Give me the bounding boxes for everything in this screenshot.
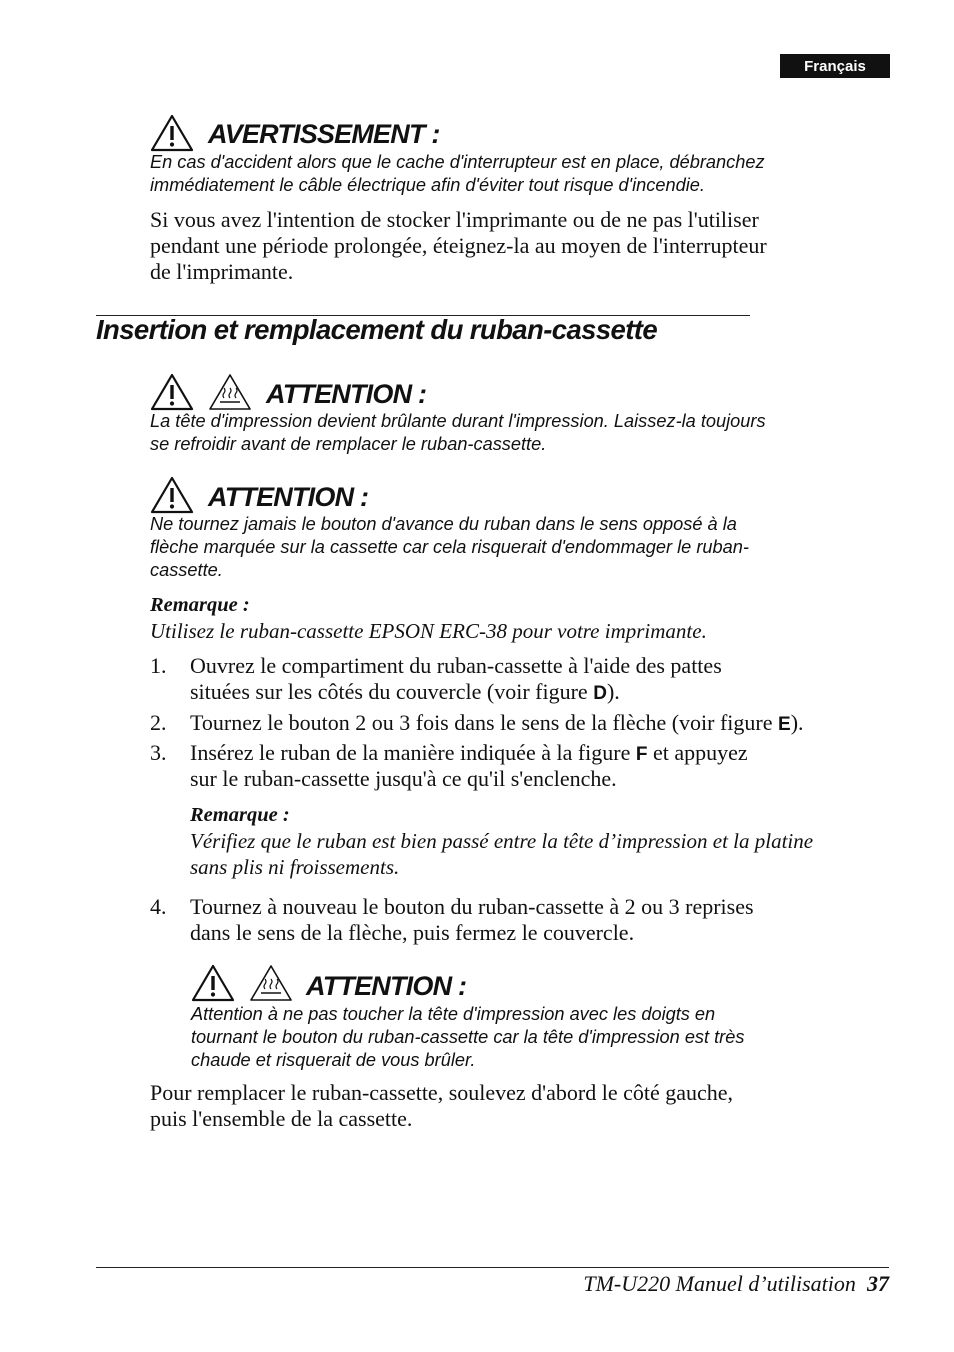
caution-line: Ne tournez jamais le bouton d'avance du ruban dans le sens opposé à la bbox=[150, 514, 737, 534]
caution-line: se refroidir avant de remplacer le ruban-cassette. bbox=[150, 434, 547, 454]
paragraph-line: de l'imprimante. bbox=[150, 259, 294, 284]
footer bbox=[480, 1271, 889, 1297]
warning-title: AVERTISSEMENT : bbox=[208, 119, 440, 149]
page-number: 37 bbox=[867, 1271, 889, 1296]
list-item bbox=[150, 653, 910, 705]
step-text: ). bbox=[606, 679, 620, 704]
step-number: 2. bbox=[150, 710, 167, 735]
remark-label: Remarque : bbox=[150, 594, 250, 616]
step-number: 1. bbox=[150, 653, 167, 678]
caution-line: tournant le bouton du ruban-cassette car la tête d'impression est très bbox=[191, 1027, 745, 1047]
section-title: Insertion et remplacement du ruban-cassette bbox=[96, 314, 658, 345]
paragraph-line: puis l'ensemble de la cassette. bbox=[150, 1106, 413, 1131]
warning-line: En cas d'accident alors que le cache d'interrupteur est en place, débranchez bbox=[150, 152, 765, 172]
caution-line: Attention à ne pas toucher la tête d'impression avec les doigts en bbox=[191, 1004, 716, 1024]
figure-ref: E bbox=[778, 714, 791, 735]
remark-label: Remarque : bbox=[190, 804, 290, 826]
warning-triangle-icon bbox=[150, 373, 194, 411]
step-line: sur le ruban-cassette jusqu'à ce qu'il s'enclenche. bbox=[190, 766, 617, 791]
step-text: Tournez le bouton 2 ou 3 fois dans le sens de la flèche (voir figure bbox=[190, 710, 779, 735]
step-text: ). bbox=[790, 710, 804, 735]
step-line: Tournez à nouveau le bouton du ruban-cassette à 2 ou 3 reprises bbox=[190, 894, 754, 919]
step-line bbox=[190, 679, 620, 707]
step-text: situées sur les côtés du couvercle (voir figure bbox=[190, 679, 594, 704]
remark-text: Utilisez le ruban-cassette EPSON ERC-38 pour votre imprimante. bbox=[150, 619, 707, 643]
warning-triangle-icon bbox=[150, 476, 194, 514]
paragraph-replace bbox=[150, 1080, 733, 1132]
step-number: 4. bbox=[150, 894, 167, 919]
language-tab: Français bbox=[780, 54, 890, 78]
caution-line: chaude et risquerait de vous brûler. bbox=[191, 1050, 476, 1070]
step-line: dans le sens de la flèche, puis fermez le couvercle. bbox=[190, 920, 635, 945]
warning-line: immédiatement le câble électrique afin d'éviter tout risque d'incendie. bbox=[150, 175, 705, 195]
caution-line: cassette. bbox=[150, 560, 223, 580]
figure-ref: F bbox=[635, 744, 648, 765]
step-text: Insérez le ruban de la manière indiquée à la figure bbox=[190, 740, 636, 765]
warning-triangle-icon bbox=[191, 964, 235, 1002]
caution-line: La tête d'impression devient brûlante durant l'impression. Laissez-la toujours bbox=[150, 411, 766, 431]
step-line bbox=[190, 740, 748, 768]
step-line: Ouvrez le compartiment du ruban-cassette à l'aide des pattes bbox=[190, 653, 722, 678]
caution-line: flèche marquée sur la cassette car cela risquerait d'endommager le ruban- bbox=[150, 537, 749, 557]
remark-line: Vérifiez que le ruban est bien passé entre la tête d’impression et la platine bbox=[190, 829, 814, 853]
list-item bbox=[150, 894, 910, 946]
step-text: et appuyez bbox=[647, 740, 748, 765]
caution-title: ATTENTION : bbox=[266, 379, 427, 409]
footer-rule bbox=[96, 1267, 889, 1268]
step-number: 3. bbox=[150, 740, 167, 765]
figure-ref: D bbox=[593, 683, 607, 704]
caution-text bbox=[150, 410, 766, 456]
caution-text bbox=[150, 513, 749, 582]
warning-text bbox=[150, 151, 765, 197]
list-item bbox=[150, 710, 910, 736]
hot-surface-icon bbox=[249, 964, 293, 1002]
list-item bbox=[150, 740, 910, 792]
paragraph-line: Pour remplacer le ruban-cassette, soulevez d'abord le côté gauche, bbox=[150, 1080, 734, 1105]
caution-title: ATTENTION : bbox=[306, 971, 467, 1001]
hot-surface-icon bbox=[208, 373, 252, 411]
paragraph-line: pendant une période prolongée, éteignez-la au moyen de l'interrupteur bbox=[150, 233, 767, 258]
paragraph-line: Si vous avez l'intention de stocker l'imprimante ou de ne pas l'utiliser bbox=[150, 207, 759, 232]
caution-title: ATTENTION : bbox=[208, 482, 369, 512]
warning-triangle-icon bbox=[150, 114, 194, 152]
remark-line: sans plis ni froissements. bbox=[190, 855, 400, 879]
remark-text bbox=[190, 828, 813, 880]
manual-title: TM-U220 Manuel d’utilisation bbox=[583, 1271, 856, 1296]
paragraph-storage bbox=[150, 207, 767, 285]
caution-text bbox=[191, 1003, 744, 1072]
step-line bbox=[190, 710, 804, 738]
